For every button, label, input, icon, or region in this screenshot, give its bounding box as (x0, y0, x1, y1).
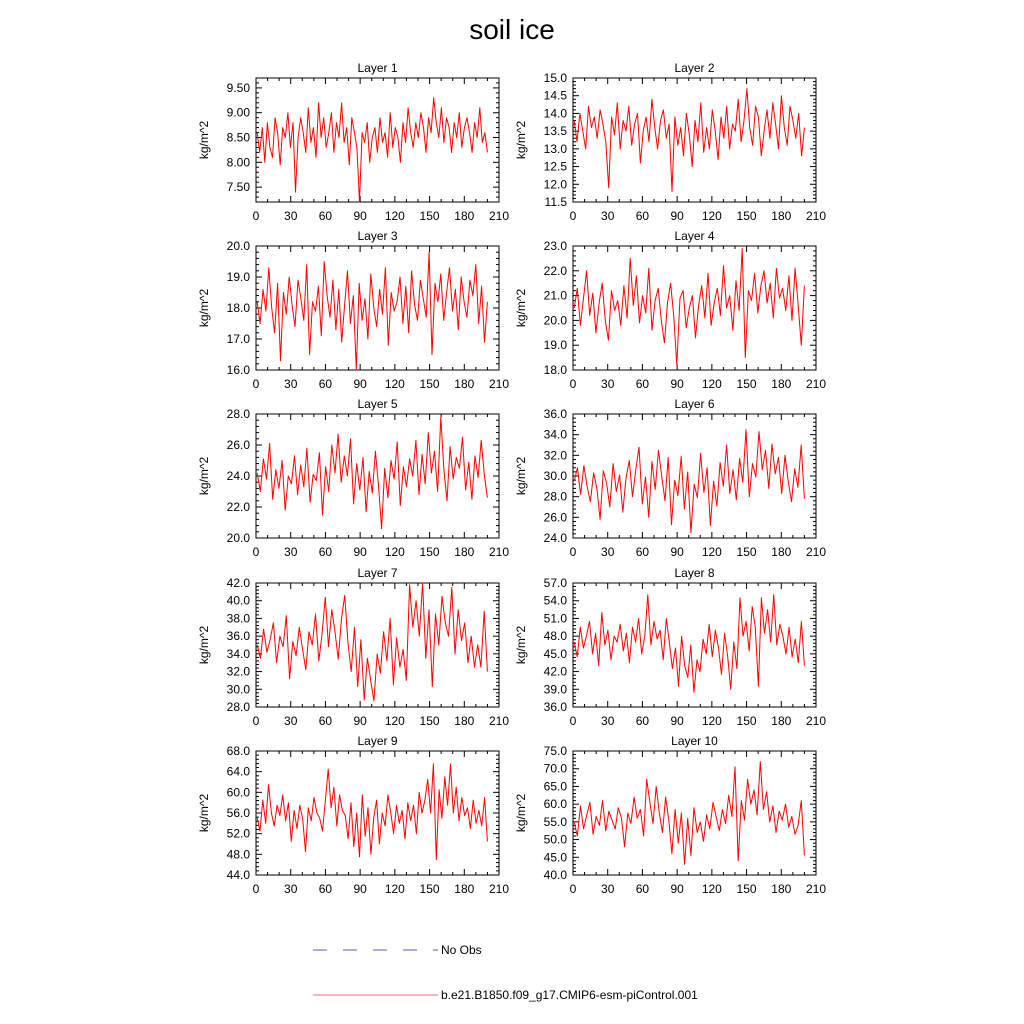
x-tick-label: 120 (701, 545, 722, 559)
panel-3 (197, 229, 509, 391)
panel-10 (514, 734, 826, 896)
y-tick-label: 55.0 (543, 814, 567, 829)
y-tick-label: 14.0 (543, 106, 567, 121)
x-tick-label: 60 (635, 209, 650, 223)
x-tick-label: 150 (736, 545, 757, 559)
x-tick-label: 60 (635, 545, 650, 559)
x-tick-label: 180 (771, 545, 792, 559)
y-tick-label: 26.0 (226, 438, 250, 452)
y-tick-label: 22.0 (226, 500, 250, 514)
y-tick-label: 9.00 (226, 105, 250, 120)
y-tick-label: 19.0 (226, 270, 250, 284)
x-tick-label: 0 (252, 209, 260, 223)
y-tick-label: 15.0 (543, 71, 567, 85)
y-tick-label: 60.0 (543, 797, 567, 812)
series-line (257, 583, 487, 701)
x-tick-label: 180 (454, 209, 475, 223)
x-tick-label: 180 (771, 882, 792, 896)
y-tick-label: 45.0 (543, 850, 567, 865)
x-tick-label: 180 (454, 882, 475, 896)
y-tick-label: 14.5 (543, 88, 567, 103)
y-tick-label: 13.0 (543, 141, 567, 156)
y-tick-label: 20.0 (226, 239, 250, 253)
y-tick-label: 9.50 (226, 80, 250, 95)
y-tick-label: 36.0 (226, 629, 250, 644)
x-tick-label: 0 (569, 377, 577, 391)
x-tick-label: 150 (736, 209, 757, 223)
x-tick-label: 120 (384, 714, 405, 728)
x-tick-label: 210 (488, 377, 510, 391)
y-tick-label: 18.0 (543, 363, 567, 377)
y-tick-label: 57.0 (543, 576, 567, 590)
legend-model-label: b.e21.B1850.f09_g17.CMIP6-esm-piControl.001 (441, 988, 698, 1002)
y-tick-label: 75.0 (543, 744, 567, 758)
y-tick-label: 28.0 (226, 407, 250, 421)
y-axis-label: kg/m^2 (514, 456, 528, 496)
x-tick-label: 30 (601, 882, 615, 896)
series-line (574, 89, 804, 192)
x-tick-label: 60 (318, 545, 333, 559)
y-tick-label: 42.0 (543, 664, 567, 679)
y-tick-label: 19.0 (543, 338, 567, 353)
y-tick-label: 44.0 (226, 868, 250, 882)
y-tick-label: 7.50 (226, 180, 250, 195)
y-tick-label: 54.0 (543, 593, 567, 608)
x-tick-label: 90 (353, 882, 367, 896)
x-tick-label: 210 (805, 882, 827, 896)
y-tick-label: 20.0 (226, 531, 250, 545)
y-tick-label: 50.0 (543, 832, 567, 847)
y-tick-label: 32.0 (226, 664, 250, 679)
x-tick-label: 30 (284, 377, 298, 391)
panel-6 (514, 397, 826, 559)
x-tick-label: 90 (353, 545, 367, 559)
x-tick-label: 30 (284, 714, 298, 728)
x-tick-label: 60 (635, 882, 650, 896)
x-tick-label: 60 (635, 714, 650, 728)
y-tick-label: 42.0 (226, 576, 250, 590)
y-tick-label: 36.0 (543, 407, 567, 421)
x-tick-label: 0 (252, 377, 260, 391)
x-tick-label: 30 (284, 882, 298, 896)
x-tick-label: 150 (736, 714, 757, 728)
x-tick-label: 90 (670, 714, 684, 728)
panel-title: Layer 4 (674, 229, 715, 243)
x-tick-label: 0 (252, 545, 260, 559)
x-tick-label: 30 (284, 209, 298, 223)
x-tick-label: 90 (670, 882, 684, 896)
y-axis-label: kg/m^2 (514, 120, 528, 160)
y-tick-label: 18.0 (226, 301, 250, 315)
y-axis-label: kg/m^2 (197, 625, 211, 665)
x-tick-label: 180 (454, 377, 475, 391)
page-title: soil ice (469, 14, 555, 45)
panel-9 (197, 734, 509, 896)
panel-4 (514, 229, 826, 391)
y-tick-label: 40.0 (543, 868, 567, 882)
x-tick-label: 180 (454, 714, 475, 728)
x-tick-label: 30 (601, 545, 615, 559)
x-tick-label: 0 (569, 882, 577, 896)
x-tick-label: 120 (384, 545, 405, 559)
x-tick-label: 30 (601, 714, 615, 728)
x-tick-label: 150 (419, 882, 440, 896)
y-tick-label: 36.0 (543, 700, 567, 714)
y-axis-label: kg/m^2 (197, 793, 211, 833)
x-tick-label: 210 (488, 714, 510, 728)
y-tick-label: 32.0 (543, 448, 567, 463)
y-tick-label: 16.0 (226, 363, 250, 377)
y-tick-label: 48.0 (543, 629, 567, 644)
panel-1 (197, 61, 509, 223)
panel-title: Layer 3 (357, 229, 398, 243)
x-tick-label: 30 (601, 209, 615, 223)
x-tick-label: 120 (701, 882, 722, 896)
y-tick-label: 34.0 (543, 427, 567, 442)
y-tick-label: 64.0 (226, 764, 250, 779)
y-tick-label: 39.0 (543, 682, 567, 697)
y-tick-label: 40.0 (226, 593, 250, 608)
y-axis-label: kg/m^2 (197, 120, 211, 160)
panel-title: Layer 7 (357, 566, 398, 580)
y-tick-label: 34.0 (226, 646, 250, 661)
x-tick-label: 0 (569, 545, 577, 559)
x-tick-label: 0 (252, 714, 260, 728)
y-tick-label: 13.5 (543, 124, 567, 139)
panel-title: Layer 5 (357, 397, 398, 411)
x-tick-label: 120 (384, 882, 405, 896)
panel-2 (514, 61, 826, 223)
x-tick-label: 210 (805, 545, 827, 559)
x-tick-label: 60 (318, 209, 333, 223)
y-tick-label: 48.0 (226, 847, 250, 862)
series-line (574, 249, 804, 366)
x-tick-label: 210 (805, 377, 827, 391)
plot-frame (573, 78, 816, 202)
x-tick-label: 150 (419, 714, 440, 728)
y-tick-label: 17.0 (226, 332, 250, 346)
x-tick-label: 90 (670, 545, 684, 559)
series-line (574, 595, 804, 692)
y-tick-label: 8.50 (226, 130, 250, 145)
x-tick-label: 150 (419, 377, 440, 391)
y-axis-label: kg/m^2 (514, 288, 528, 328)
y-axis-label: kg/m^2 (197, 456, 211, 496)
x-tick-label: 180 (771, 377, 792, 391)
y-tick-label: 51.0 (543, 611, 567, 626)
series-line (574, 762, 804, 865)
y-tick-label: 38.0 (226, 611, 250, 626)
y-axis-label: kg/m^2 (514, 625, 528, 665)
y-tick-label: 22.0 (543, 263, 567, 278)
x-tick-label: 0 (569, 714, 577, 728)
y-tick-label: 12.0 (543, 177, 567, 192)
y-tick-label: 30.0 (543, 469, 567, 483)
y-tick-label: 24.0 (543, 531, 567, 545)
x-tick-label: 90 (670, 377, 684, 391)
x-tick-label: 150 (736, 377, 757, 391)
x-tick-label: 60 (318, 714, 333, 728)
x-tick-label: 60 (318, 882, 333, 896)
series-line (257, 764, 487, 860)
x-tick-label: 90 (353, 209, 367, 223)
y-tick-label: 12.5 (543, 159, 567, 174)
x-tick-label: 180 (454, 545, 475, 559)
y-tick-label: 52.0 (226, 826, 250, 841)
series-line (257, 98, 487, 202)
x-tick-label: 210 (805, 209, 827, 223)
x-tick-label: 150 (736, 882, 757, 896)
y-tick-label: 28.0 (543, 489, 567, 504)
x-tick-label: 120 (384, 209, 405, 223)
x-tick-label: 30 (601, 377, 615, 391)
x-tick-label: 180 (771, 209, 792, 223)
series-line (257, 417, 487, 529)
panel-7 (197, 566, 509, 728)
y-axis-label: kg/m^2 (514, 793, 528, 833)
y-tick-label: 8.00 (226, 155, 250, 170)
series-line (257, 252, 487, 370)
x-tick-label: 150 (419, 209, 440, 223)
y-tick-label: 24.0 (226, 469, 250, 483)
x-tick-label: 210 (805, 714, 827, 728)
x-tick-label: 0 (252, 882, 260, 896)
y-tick-label: 28.0 (226, 700, 250, 714)
y-tick-label: 23.0 (543, 239, 567, 253)
x-tick-label: 30 (284, 545, 298, 559)
legend-obs-line (312, 944, 440, 956)
x-tick-label: 210 (488, 545, 510, 559)
x-tick-label: 180 (771, 714, 792, 728)
y-tick-label: 56.0 (226, 806, 250, 820)
y-axis-label: kg/m^2 (197, 288, 211, 328)
panel-title: Layer 2 (674, 61, 715, 75)
x-tick-label: 210 (488, 209, 510, 223)
x-tick-label: 120 (701, 209, 722, 223)
x-tick-label: 120 (701, 377, 722, 391)
x-tick-label: 150 (419, 545, 440, 559)
y-tick-label: 20.0 (543, 313, 567, 328)
y-tick-label: 11.5 (544, 195, 567, 209)
y-tick-label: 30.0 (226, 682, 250, 697)
y-tick-label: 68.0 (226, 744, 250, 758)
x-tick-label: 60 (318, 377, 333, 391)
panel-title: Layer 8 (674, 566, 715, 580)
x-tick-label: 210 (488, 882, 510, 896)
y-tick-label: 60.0 (226, 785, 250, 800)
x-tick-label: 120 (384, 377, 405, 391)
y-tick-label: 65.0 (543, 779, 567, 794)
x-tick-label: 90 (353, 377, 367, 391)
plot-frame (573, 246, 816, 370)
legend-model-line (312, 989, 440, 1001)
panel-title: Layer 1 (357, 61, 398, 75)
panel-title: Layer 9 (357, 734, 398, 748)
y-tick-label: 45.0 (543, 646, 567, 661)
series-line (574, 430, 804, 533)
panel-8 (514, 566, 826, 728)
panel-title: Layer 10 (671, 734, 718, 748)
x-tick-label: 90 (670, 209, 684, 223)
y-tick-label: 26.0 (543, 510, 567, 525)
y-tick-label: 21.0 (543, 288, 567, 303)
panel-title: Layer 6 (674, 397, 715, 411)
legend-obs-label: No Obs (441, 943, 482, 957)
x-tick-label: 60 (635, 377, 650, 391)
x-tick-label: 120 (701, 714, 722, 728)
x-tick-label: 90 (353, 714, 367, 728)
y-tick-label: 70.0 (543, 761, 567, 776)
plot-frame (573, 414, 816, 538)
x-tick-label: 0 (569, 209, 577, 223)
panel-5 (197, 397, 509, 559)
